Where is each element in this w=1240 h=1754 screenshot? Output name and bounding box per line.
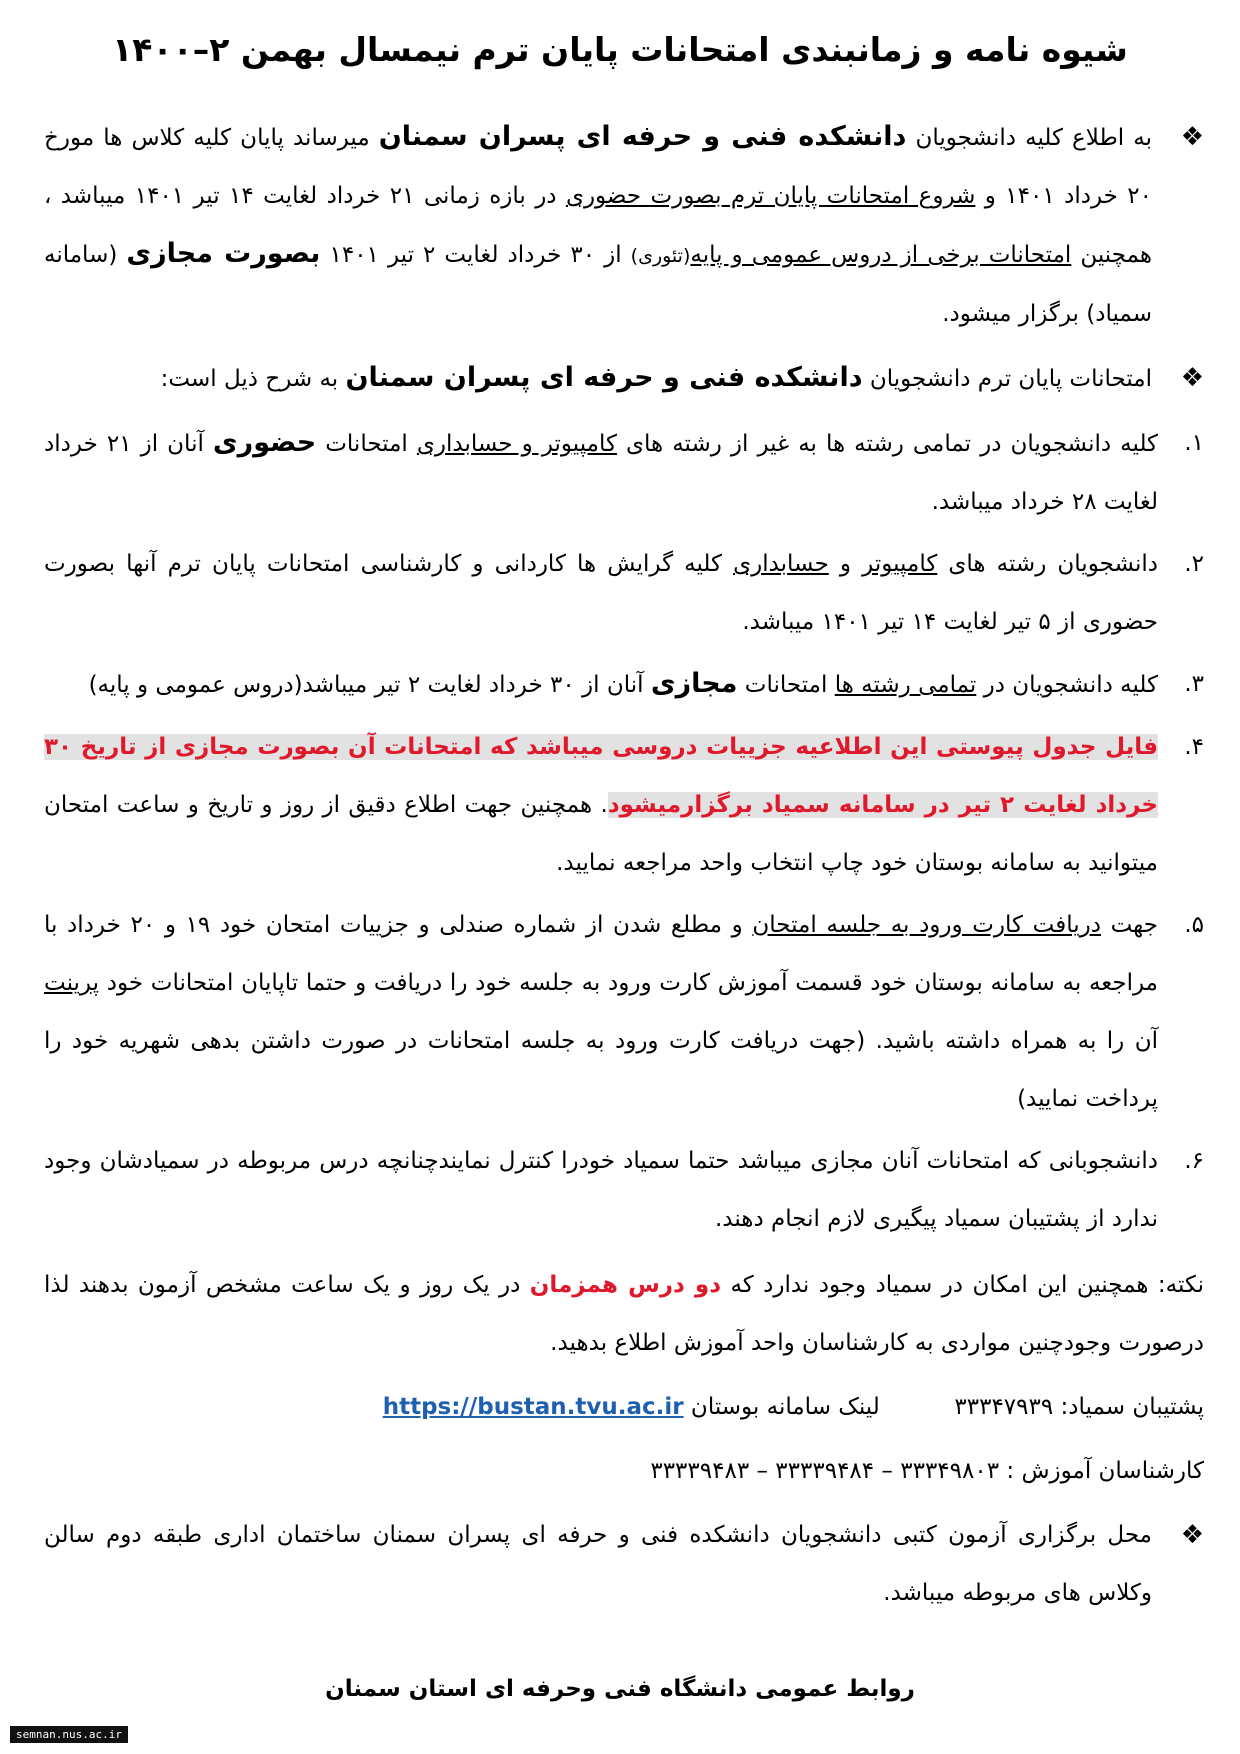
experts-line — [44, 1442, 1204, 1500]
item-number: ۲. — [1184, 551, 1204, 577]
item-text: آنان از ۳۰ خرداد لغایت ۲ تیر میباشد(دروس عمومی و پایه) — [88, 672, 651, 698]
item-text: آنان از ۲۱ خرداد لغایت ۲۸ خرداد میباشد. — [44, 431, 1158, 515]
note-highlight: دو درس همزمان — [529, 1272, 722, 1298]
experts-label: کارشناسان آموزش : — [1006, 1458, 1204, 1484]
support-label: پشتیبان سمیاد: — [1060, 1394, 1204, 1420]
item-text: و — [828, 551, 863, 577]
document-title: شیوه نامه و زمانبندی امتحانات پایان ترم نیمسال بهمن ۲–۱۴۰۰ — [112, 30, 1128, 69]
item-text: امتحانات — [737, 672, 835, 698]
list-item-2 — [44, 535, 1204, 651]
note-text: نکته: همچنین این امکان در سمیاد وجود ندارد که — [721, 1272, 1205, 1298]
item-number: ۱. — [1184, 430, 1204, 456]
intro2-faculty-name: دانشکده فنی و حرفه ای پسران سمنان — [345, 362, 863, 393]
item-inperson: حضوری — [212, 427, 317, 458]
document-body — [44, 108, 1204, 1628]
note-text: در یک روز و یک ساعت مشخص آزمون بدهند لذا درصورت وجودچنین مواردی به کارشناسان واحد آموزش اطلاع بدهید. — [44, 1272, 1204, 1356]
item-text: کلیه دانشجویان در — [976, 672, 1158, 698]
list-item-1 — [44, 414, 1204, 531]
intro2-text-1: امتحانات پایان ترم دانشجویان — [862, 366, 1152, 392]
item-majors: کامپیوتر و حسابداری — [416, 431, 617, 457]
experts-phones: ۳۳۳۴۹۸۰۳ – ۳۳۳۳۹۴۸۴ – ۳۳۳۳۹۴۸۳ — [650, 1458, 1000, 1484]
intro-faculty-name: دانشکده فنی و حرفه ای پسران سمنان — [378, 121, 907, 152]
list-item-4 — [44, 718, 1204, 892]
intro-text-2: میرساند پایان کلیه کلاس ها مورخ ۲۰ خرداد ۱۴۰۱ و — [44, 125, 1152, 209]
item-text: کلیه دانشجویان در تمامی رشته ها به غیر از رشته های — [616, 431, 1159, 457]
intro-inperson-exams: شروع امتحانات پایان ترم بصورت حضوری — [565, 183, 976, 209]
intro-text-4: از ۳۰ خرداد لغایت ۲ تیر ۱۴۰۱ — [320, 242, 631, 268]
intro-general-courses: امتحانات برخی از دروس عمومی و پایه — [690, 242, 1072, 268]
highlighted-notice: فایل جدول پیوستی این اطلاعیه جزییات دروسی میباشد که امتحانات آن بصورت مجازی از تاریخ ۳۰ خرداد لغایت ۲ تیر در سامانه سمیاد برگزارمیشود — [44, 734, 1158, 818]
item-number: ۶. — [1184, 1148, 1204, 1174]
support-phone: ۳۳۳۴۷۹۳۹ — [954, 1394, 1054, 1420]
bustan-link[interactable]: https://bustan.tvu.ac.ir — [382, 1394, 684, 1420]
item-text: جهت — [1100, 912, 1159, 938]
item-number: ۵. — [1184, 912, 1204, 938]
item-print: پرینت — [44, 970, 100, 996]
bullet-icon: ❖ — [1180, 363, 1204, 393]
item-accounting: حسابداری — [733, 551, 829, 577]
item-number: ۳. — [1184, 671, 1204, 697]
site-watermark: semnan.nus.ac.ir — [10, 1726, 128, 1743]
item-all-majors: تمامی رشته ها — [834, 672, 977, 698]
note-paragraph — [44, 1256, 1204, 1372]
intro-text-5: (سامانه سمیاد) برگزار میشود. — [44, 242, 1152, 327]
bullet-icon: ❖ — [1180, 122, 1204, 152]
item-number: ۴. — [1184, 734, 1204, 760]
intro-virtual: بصورت مجازی — [126, 238, 321, 269]
bullet-icon: ❖ — [1180, 1520, 1204, 1550]
footer-signature: روابط عمومی دانشگاه فنی وحرفه ای استان سمنان — [325, 1676, 915, 1702]
list-item-6 — [44, 1132, 1204, 1248]
item-text: کلیه گرایش ها کاردانی و کارشناسی امتحانات پایان ترم آنها بصورت حضوری از ۵ تیر لغایت ۱۴ تیر ۱۴۰۱ میباشد. — [44, 551, 1158, 635]
list-item-5 — [44, 896, 1204, 1128]
item-text: . همچنین جهت اطلاع دقیق از روز و تاریخ و ساعت امتحان میتوانید به سامانه بوستان خود چاپ انتخاب واحد مراجعه نمایید. — [44, 792, 1158, 876]
intro2-text-2: به شرح ذیل است: — [160, 366, 346, 392]
intro-theory-note: (تئوری) — [630, 245, 691, 267]
intro2-paragraph — [44, 349, 1204, 408]
intro-text-3: در بازه زمانی ۲۱ خرداد لغایت ۱۴ تیر ۱۴۰۱ میباشد ، همچنین — [44, 183, 1153, 268]
item-text: آن را به همراه داشته باشید. (جهت دریافت کارت ورود به جلسه امتحانات در صورت داشتن بدهی شهریه خود را پرداخت نمایید) — [44, 1028, 1158, 1112]
item-virtual: مجازی — [650, 668, 738, 699]
item-text: امتحانات — [316, 431, 417, 457]
intro-paragraph — [44, 108, 1204, 343]
location-paragraph — [44, 1506, 1204, 1622]
item-text: دانشجویان رشته های — [937, 551, 1158, 577]
location-text: محل برگزاری آزمون کتبی دانشجویان دانشکده فنی و حرفه ای پسران سمنان ساختمان اداری طبقه دوم سالن وکلاس های مربوطه میباشد. — [44, 1522, 1152, 1606]
item-text: دانشجوبانی که امتحانات آنان مجازی میباشد حتما سمیاد خودرا کنترل نمایندچنانچه درس مربوطه در سمیادشان وجود ندارد از پشتیبان سمیاد پیگیری لازم انجام دهند. — [44, 1148, 1158, 1232]
intro-text-1: به اطلاع کلیه دانشجویان — [906, 125, 1152, 151]
list-item-3 — [44, 655, 1204, 714]
item-computer: کامپیوتر — [862, 551, 938, 577]
item-text: و مطلع شدن از شماره صندلی و جزییات امتحان خود ۱۹ و ۲۰ خرداد با مراجعه به سامانه بوستان خود قسمت آموزش کارت ورود به جلسه خود را دریافت و حتما تاپایان امتحانات خود — [44, 912, 1158, 996]
item-entry-card: دریافت کارت ورود به جلسه امتحان — [752, 912, 1101, 938]
bustan-link-label: لینک سامانه بوستان — [690, 1394, 880, 1420]
support-line — [44, 1378, 1204, 1436]
